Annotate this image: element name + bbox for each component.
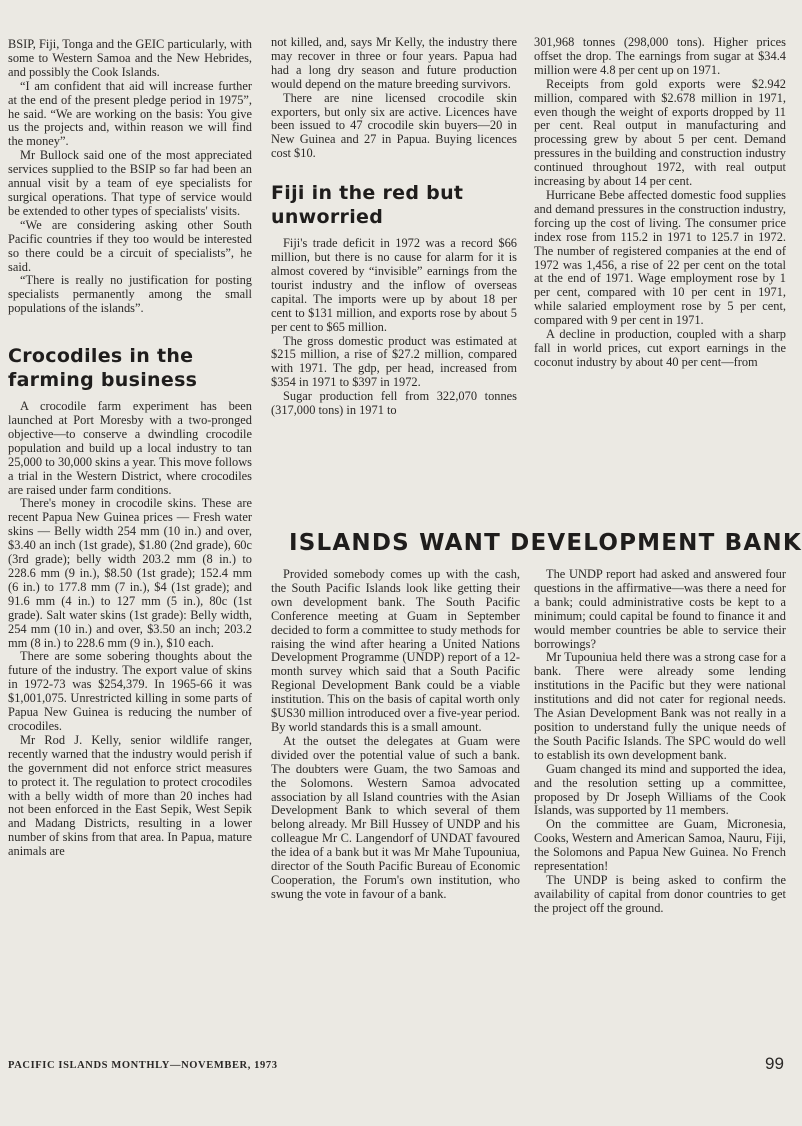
paragraph: BSIP, Fiji, Tonga and the GEIC particularly, with some to Western Samoa and the New Hebrides, and possibly the Cook Islands. — [8, 37, 252, 79]
paragraph: The UNDP report had asked and answered four questions in the affirmative—was there a need for a bank; could administrative costs be kept to a minimum; could capital be found to finance it and would member countries be able to service their borrowings? — [534, 567, 786, 651]
paragraph: 301,968 tonnes (298,000 tons). Higher prices offset the drop. The earnings from sugar at $34.4 million were 4.8 per cent up on 1971. — [534, 35, 786, 77]
paragraph: Provided somebody comes up with the cash, the South Pacific Islands look like getting their own development bank. The South Pacific Conference meeting at Guam in September decided to form a committee to study methods for raising the wind after hearing a United Nations Development Programme (UNDP) report of a 12-month survey which said that a South Pacific Regional Development Bank could be a viable institution. This on the basis of capital worth only $US30 million introduced over a five-year period. By world standards this is a small amount. — [271, 567, 520, 734]
paragraph: “There is really no justification for posting specialists permanently among the small populations of the islands”. — [8, 273, 252, 316]
paragraph: There are nine licensed crocodile skin exporters, but only six are active. Licences have been issued to 47 crocodile skin buyers—20 in New Guinea and 27 in Papua. Buying licences cost $10. — [271, 90, 517, 161]
section-heading-fiji: Fiji in the red but unworried — [271, 182, 464, 229]
paragraph: Guam changed its mind and supported the idea, and the resolution setting up a committee, proposed by Dr Joseph Williams of the Cook Islands, was supported by 11 members. — [534, 761, 786, 818]
paragraph: Mr Rod J. Kelly, senior wildlife ranger, recently warned that the industry would perish if the government did not enforce strict measures to protect it. The regulation to protect crocodiles with a belly width of more than 20 inches had not been enforced in the East Sepik, West Sepik and Madang Districts, resulting in a lower number of skins from that area. In Papua, mature animals are — [8, 732, 252, 859]
main-headline: ISLANDS WANT DEVELOPMENT BANK — [289, 530, 802, 556]
paragraph: On the committee are Guam, Micronesia, Cooks, Western and American Samoa, Nauru, Fiji, the Solomons and Papua New Guinea. No French representation! — [534, 817, 786, 874]
column-4 — [271, 567, 520, 901]
paragraph: The gross domestic product was estimated at $215 million, a rise of $27.2 million, compared with 1971. The gdp, per head, increased from $354 in 1971 to $397 in 1972. — [271, 333, 517, 390]
section-heading-crocodiles: Crocodiles in the farming business — [8, 345, 198, 392]
paragraph: Mr Tupouniua held there was a strong case for a bank. There were already some lending institutions in the Pacific but they were national institutions and did not cater for regional needs. The Asian Development Bank was not really in a position to understand fully the unique needs of the South Pacific Islands. The SPC would do well to establish its own development bank. — [534, 650, 786, 762]
paragraph: A crocodile farm experiment has been launched at Port Moresby with a two-pronged objective—to conserve a dwindling crocodile population and build up a local industry to tan 25,000 to 30,000 skins a year. This move follows a trial in the Western District, where crocodiles are raised under farm conditions. — [8, 399, 252, 497]
paragraph: There are some sobering thoughts about the future of the industry. The export value of skins in 1972-73 was $254,379. In 1965-66 it was $1,001,075. Unrestricted killing in some parts of Papua New Guinea is reducing the number of crocodiles. — [8, 649, 252, 733]
column-3 — [534, 36, 786, 498]
paragraph: “We are considering asking other South Pacific countries if they too would be interested so there could be a circuit of specialists”, he said. — [8, 217, 252, 274]
paragraph: There's money in crocodile skins. These are recent Papua New Guinea prices — Fresh water skins — Belly width 254 mm (10 in.) and over, $3.40 an inch (1st grade), $1.80 (2nd grade), 60c (3rd grade); belly width 203.2 mm (8 in.) to 228.6 mm (9 in.), $8.50 (1st grade); 152.4 mm (6 in.) to 177.8 mm (7 in.), $4 (1st grade); and 91.6 mm (4 in.) to 127 mm (5 in.), 80c (1st grade). Salt water skins (1st grade): Belly width, 254 mm (10 in.) and over, $3.50 an inch; 203.2 mm (8 in.) to 228.6 mm (9 in.), $10 each. — [8, 496, 252, 650]
column-2 — [271, 36, 517, 498]
paragraph: Receipts from gold exports were $2.942 million, compared with $2.678 million in 1971, even though the weight of exports dropped by 11 per cent. Real output in manufacturing and processing grew by about 5 per cent. Demand pressures in the building and construction industry continued throughout 1972, with real output increasing by about 14 per cent. — [534, 76, 786, 189]
paragraph: Fiji's trade deficit in 1972 was a record $66 million, but there is no cause for alarm for it is almost covered by “invisible” earnings from the tourist industry and the inflow of overseas capital. The imports were up by about 18 per cent to $131 million, and exports rose by about 5 per cent to $65 million. — [271, 236, 517, 334]
paragraph: not killed, and, says Mr Kelly, the industry there may recover in three or four years. Papua had had a long dry season and future production would depend on the mature breeding survivors. — [271, 35, 517, 91]
column-5 — [534, 567, 786, 915]
column-1 — [8, 37, 252, 859]
paragraph: A decline in production, coupled with a sharp fall in world prices, cut export earnings in the coconut industry by about 40 per cent—from — [534, 327, 786, 369]
page-number: 99 — [765, 1054, 784, 1073]
paragraph: Mr Bullock said one of the most appreciated services supplied to the BSIP so far had been an annual visit by a team of eye specialists for surgical operations. That type of service would be extended to other types of specialists' visits. — [8, 148, 252, 218]
paragraph: At the outset the delegates at Guam were divided over the potential value of such a bank. The doubters were Guam, the two Samoas and the Solomons. Western Samoa advocated association by all Island countries with the Asian Development Bank to which several of them belong already. Mr Bill Hussey of UNDP and his colleague Mr C. Langendorf of UNDAT favoured the idea of a bank but it was Mr Mahe Tupouniua, director of the South Pacific Bureau of Economic Cooperation, the Forum's own institution, who swung the vote in favour of a bank. — [271, 733, 520, 901]
page-footer: PACIFIC ISLANDS MONTHLY—NOVEMBER, 1973 — [8, 1060, 278, 1071]
paragraph: The UNDP is being asked to confirm the availability of capital from donor countries to get the project off the ground. — [534, 872, 786, 915]
paragraph: Hurricane Bebe affected domestic food supplies and demand pressures in the construction industry, forcing up the cost of living. The consumer price index rose from 115.2 in 1971 to 125.7 in 1972. The number of registered companies at the end of 1972 was 1,456, a rise of 22 per cent on the total at the end of 1971. Wage employment rose by 1 per cent, compared with 10 per cent in 1971, while salaried employment rose by 5 per cent, compared with 9 per cent in 1971. — [534, 187, 786, 328]
paragraph: “I am confident that aid will increase further at the end of the present pledge period in 1975”, he said. “We are working on the basis: You give us the projects and, within reason we will find the money”. — [8, 78, 252, 149]
paragraph: Sugar production fell from 322,070 tonnes (317,000 tons) in 1971 to — [271, 389, 517, 418]
